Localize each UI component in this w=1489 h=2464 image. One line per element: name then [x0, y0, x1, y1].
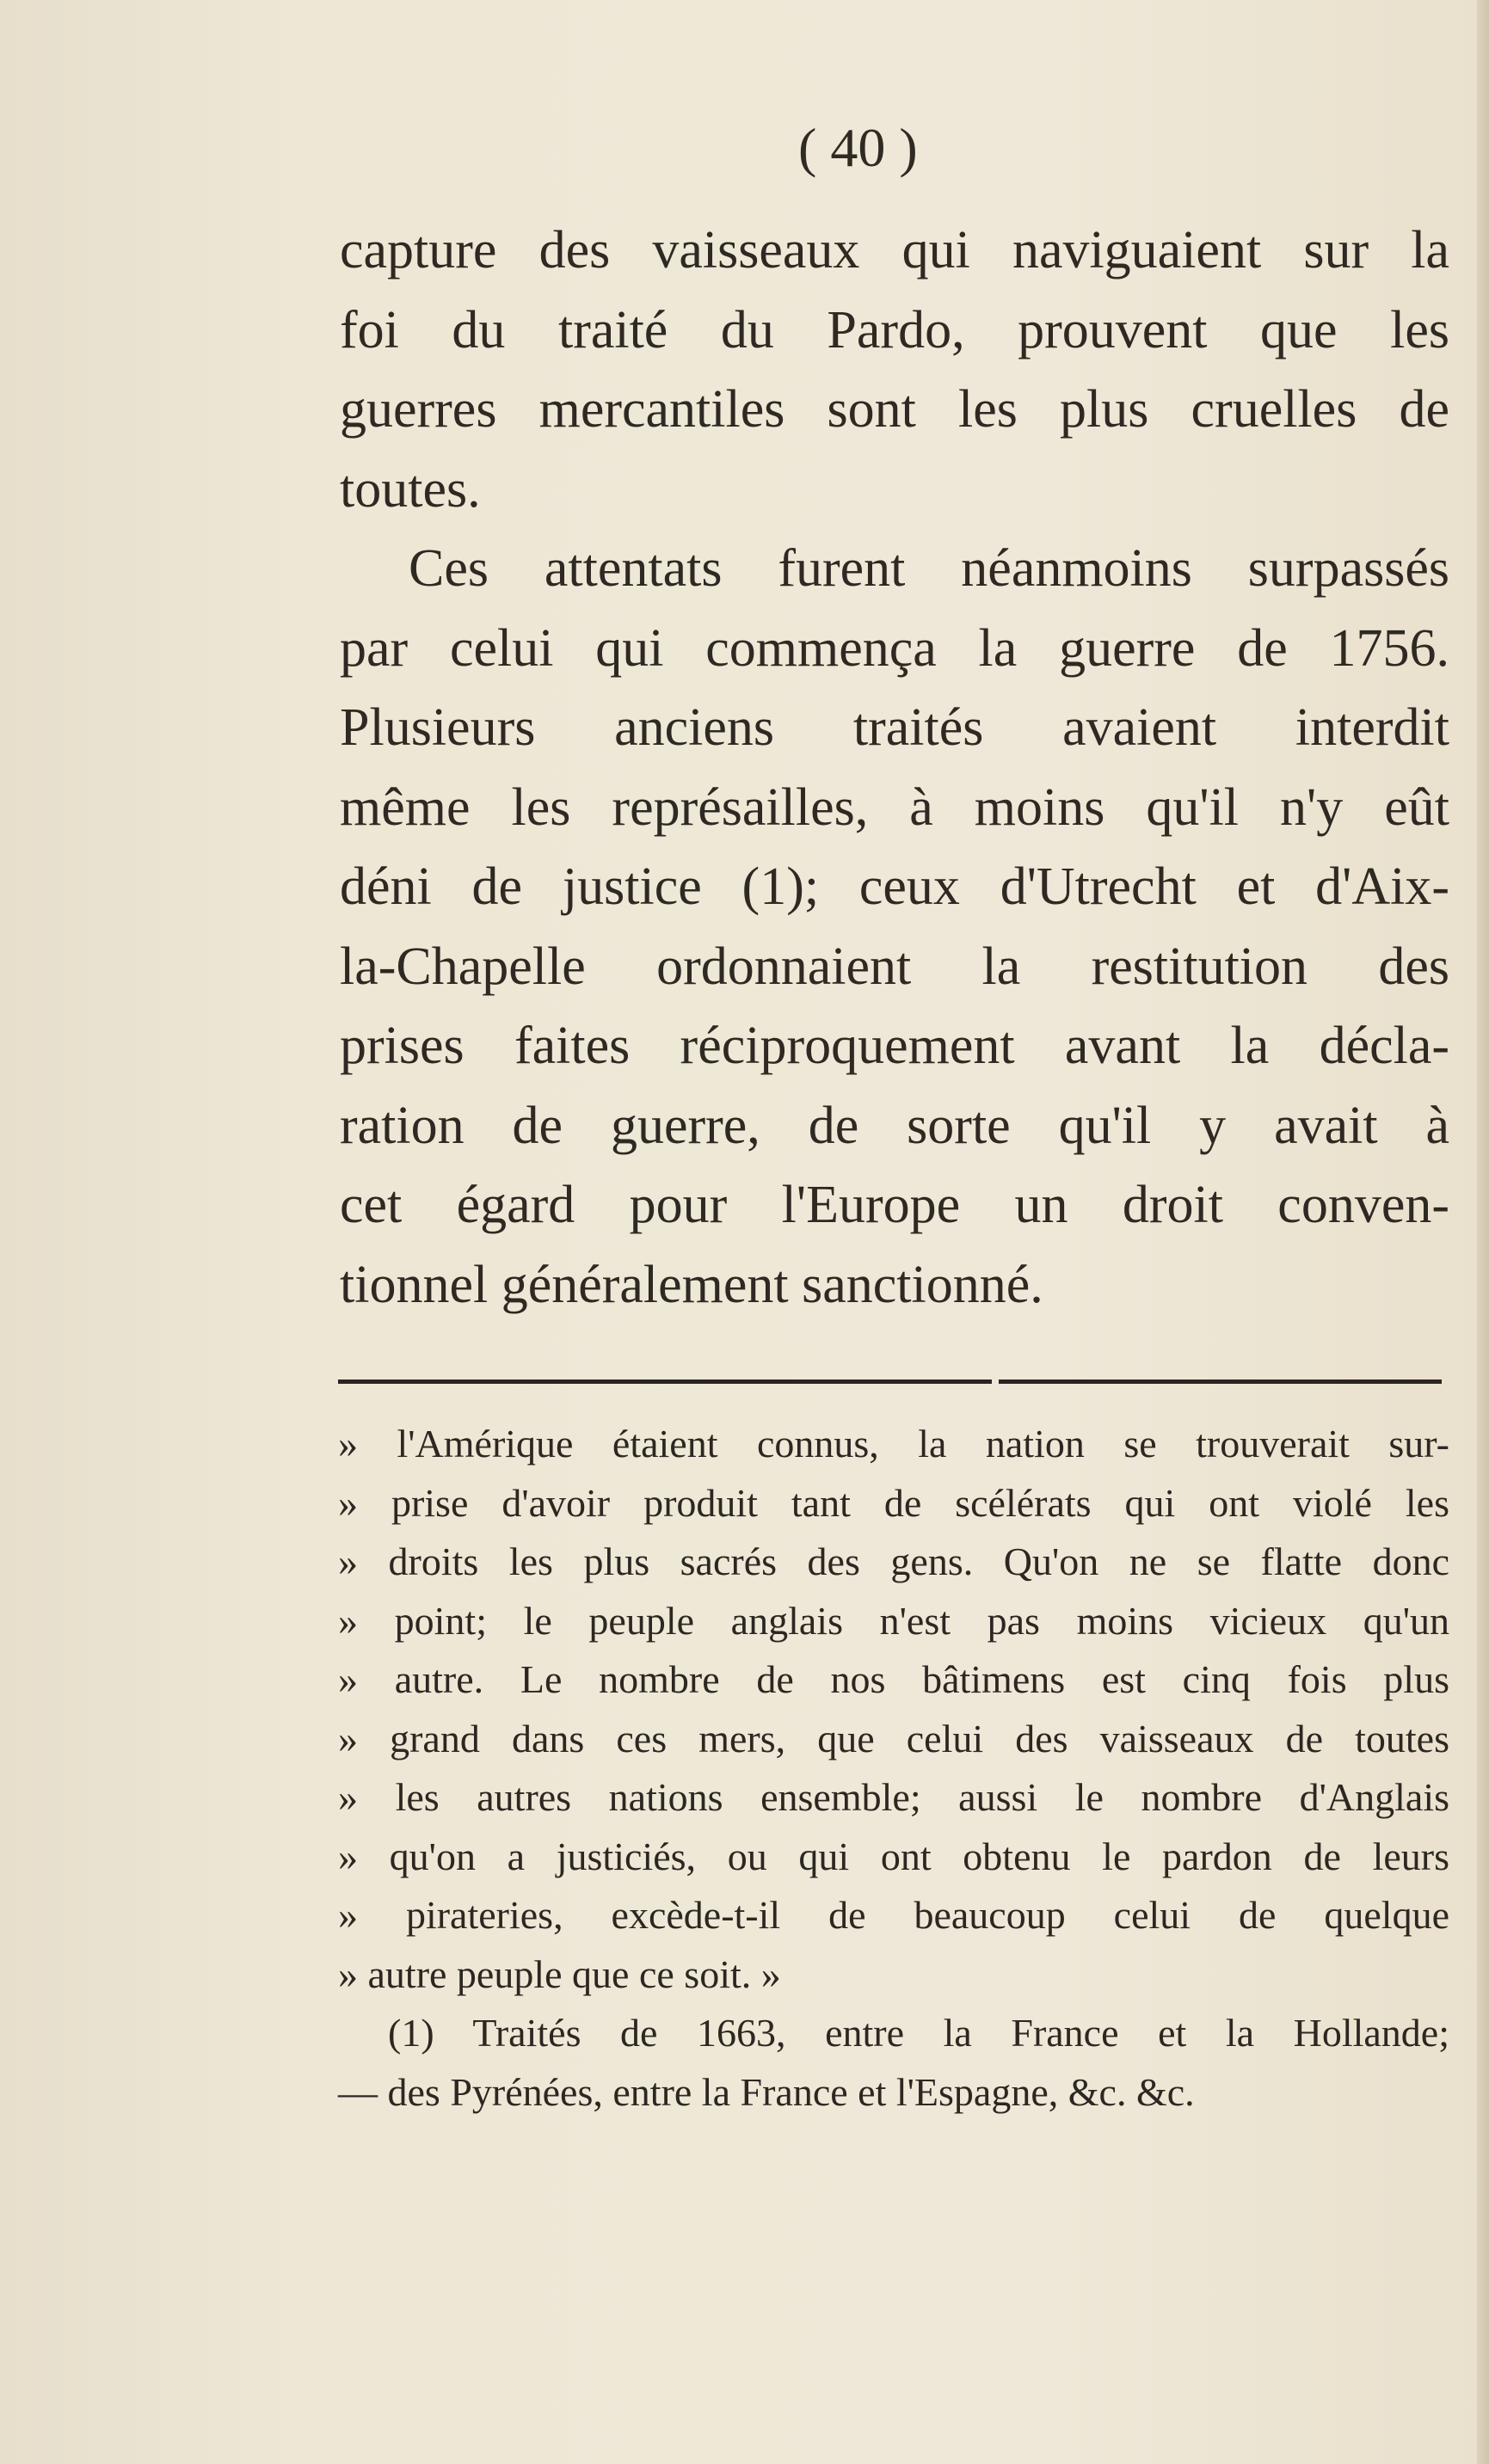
page-edge [1477, 0, 1489, 2464]
text-line: cet égard pour l'Europe un droit conven- [340, 1176, 1449, 1234]
footnote-line: » qu'on a justiciés, ou qui ont obtenu le pardon de leurs [338, 1834, 1449, 1878]
footnote-line: » point; le peuple anglais n'est pas moins vicieux qu'un [338, 1598, 1449, 1643]
text-line: Ces attentats furent néanmoins surpassés [409, 539, 1449, 598]
text-line: toutes. [340, 459, 481, 519]
text-line: foi du traité du Pardo, prouvent que les [340, 300, 1449, 359]
text-line: prises faites réciproquement avant la décla- [340, 1017, 1449, 1075]
footnote-line: » autre peuple que ce soit. » [338, 1951, 781, 1996]
main-text-block [340, 211, 1449, 1324]
text-line: même les représailles, à moins qu'il n'y eût [340, 777, 1449, 837]
footnote-line: » droits les plus sacrés des gens. Qu'on ne se flatte donc [338, 1539, 1449, 1583]
text-line: capture des vaisseaux qui naviguaient sur la [340, 221, 1449, 280]
footnote-line: » prise d'avoir produit tant de scélérats qui ont violé les [338, 1480, 1449, 1525]
text-line: ration de guerre, de sorte qu'il y avait à [340, 1096, 1449, 1155]
footnote-reference: (1) Traités de 1663, entre la France et la Hollande; [388, 2011, 1449, 2055]
text-line: la-Chapelle ordonnaient la restitution des [340, 937, 1449, 996]
text-line: Plusieurs anciens traités avaient interdit [340, 698, 1449, 757]
footnote-line: » grand dans ces mers, que celui des vaisseaux de toutes [338, 1716, 1449, 1760]
page-number: ( 40 ) [798, 117, 918, 178]
footnote-line: » les autres nations ensemble; aussi le nombre d'Anglais [338, 1775, 1449, 1819]
footnote-reference: — des Pyrénées, entre la France et l'Espagne, &c. &c. [338, 2069, 1195, 2114]
text-line: tionnel généralement sanctionné. [340, 1255, 1043, 1314]
text-line: guerres mercantiles sont les plus cruelles de [340, 380, 1449, 439]
footnote-line: » pirateries, excède-t-il de beaucoup celui de quelque [338, 1893, 1449, 1937]
footnote-divider [338, 1379, 1442, 1385]
divider-rule-left [338, 1379, 992, 1384]
footnote-line: » autre. Le nombre de nos bâtimens est cinq fois plus [338, 1657, 1449, 1701]
footnote-line: » l'Amérique étaient connus, la nation se trouverait sur- [338, 1422, 1449, 1465]
footnote-block [338, 1415, 1449, 2122]
divider-rule-right [999, 1379, 1442, 1384]
text-line: par celui qui commença la guerre de 1756. [340, 618, 1449, 678]
text-line: déni de justice (1); ceux d'Utrecht et d'Aix- [340, 857, 1449, 916]
